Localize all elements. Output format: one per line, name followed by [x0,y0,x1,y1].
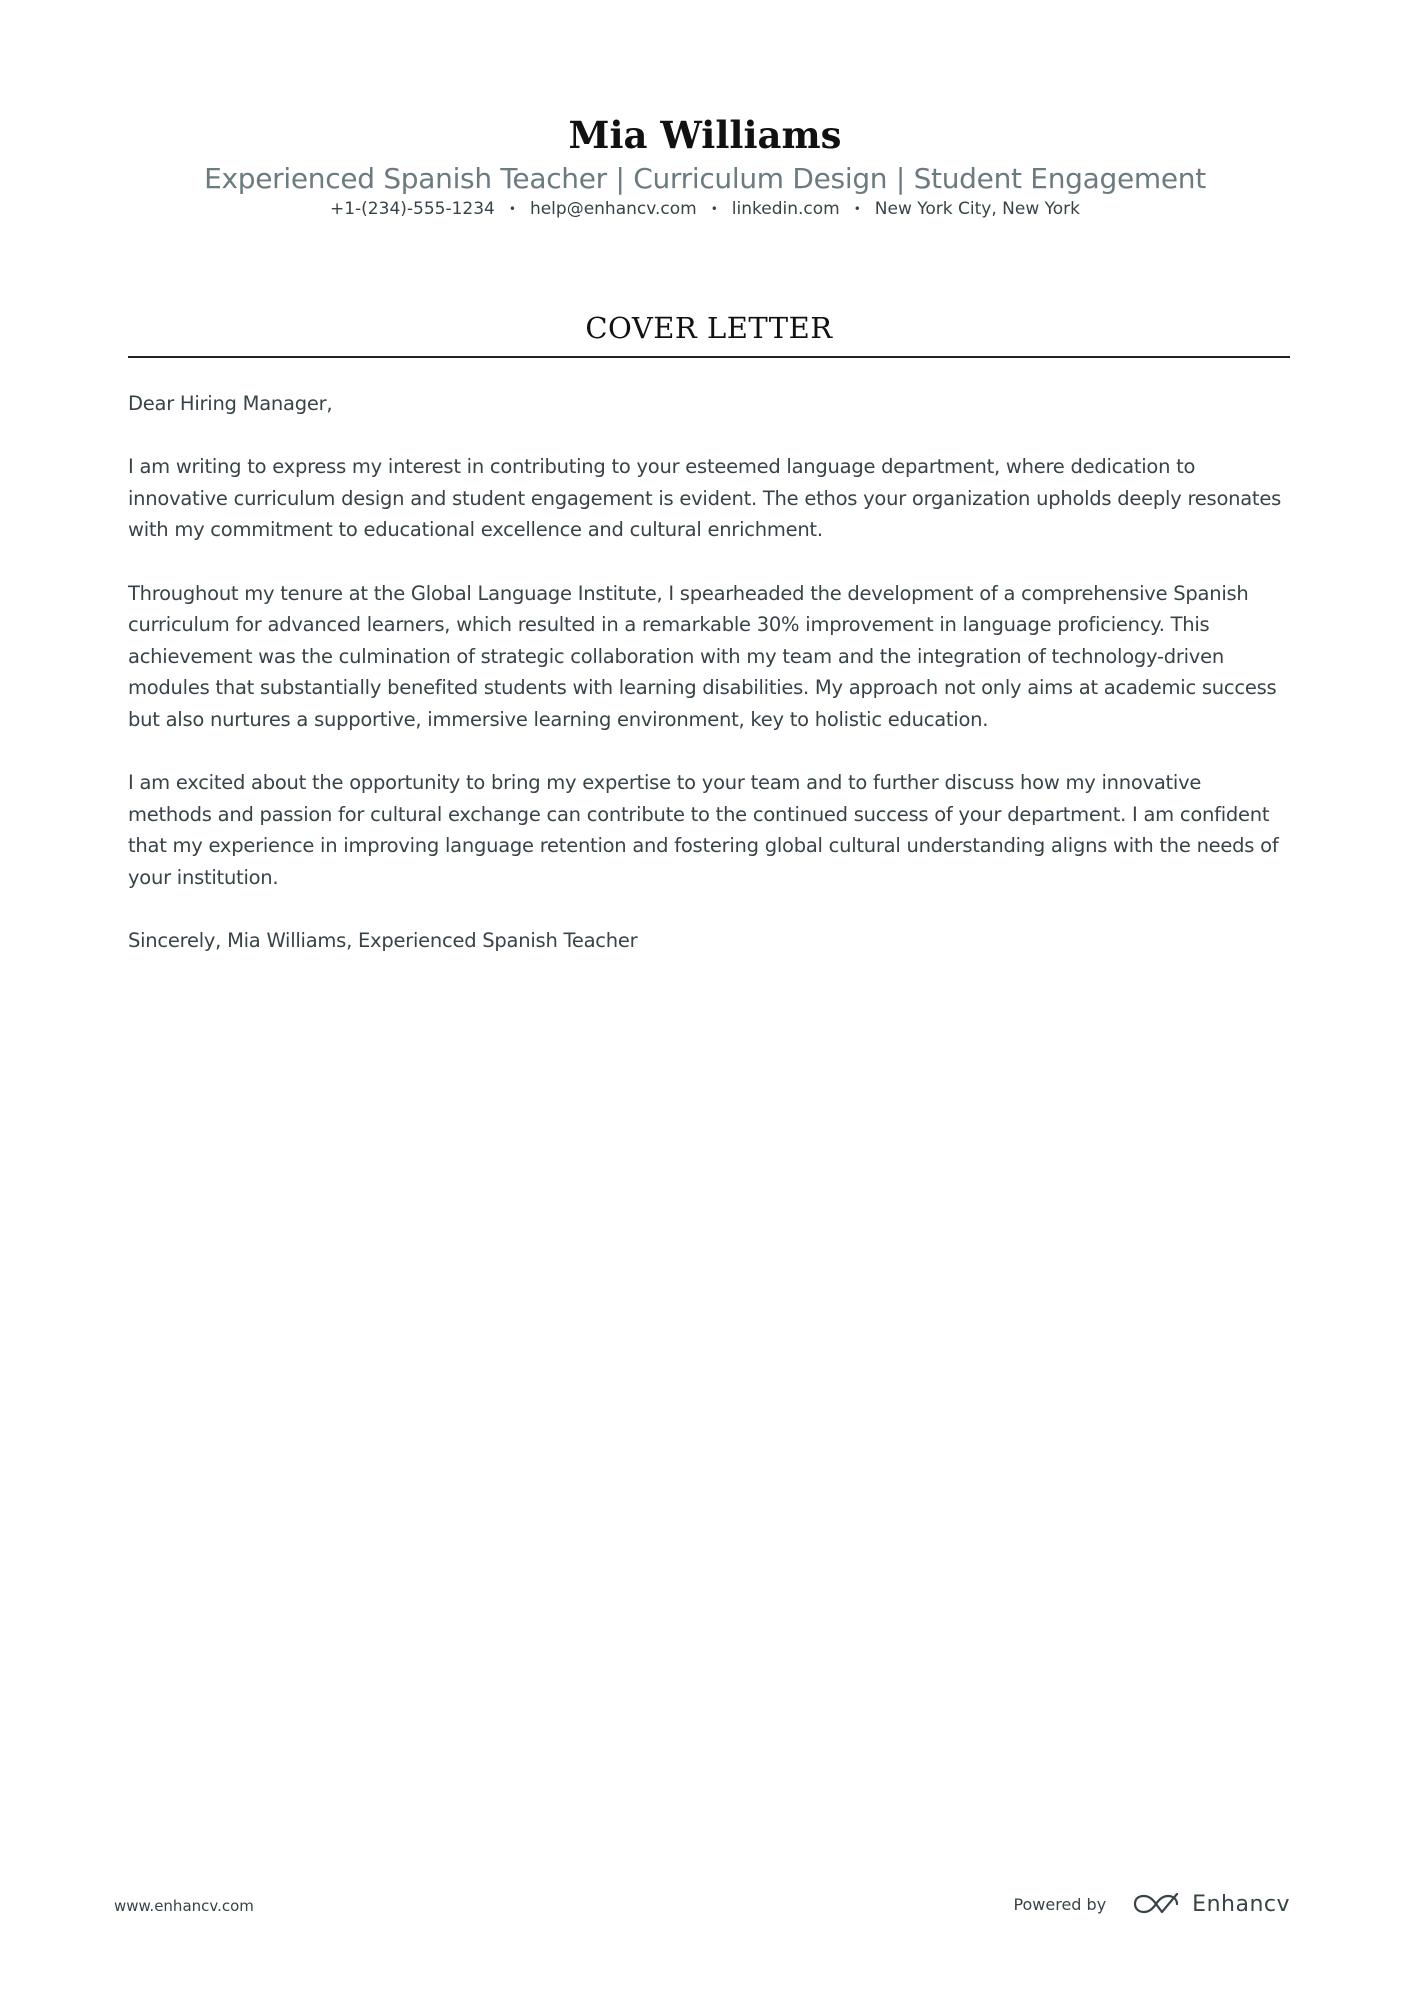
bullet-separator: • [853,202,861,216]
letter-paragraph: I am writing to express my interest in contributing to your esteemed language department, where dedication to innovative curriculum design and student engagement is evident. The ethos your organization upholds deeply resonates with my commitment to educational excellence and cultural enrichment. [128,455,1281,542]
enhancv-logo-icon [1132,1891,1180,1917]
powered-by-label: Powered by [1013,1894,1107,1914]
bullet-separator: • [710,202,718,216]
section-title: COVER LETTER [585,311,833,345]
contact-email: help@enhancv.com [529,199,697,219]
letter-paragraph: Throughout my tenure at the Global Language Institute, I spearheaded the development of a comprehensive Spanish curriculum for advanced learners, which resulted in a remarkable 30% improvement in language proficiency. This achievement was the culmination of strategic collaboration with my team and the integration of technology-driven modules that substantially benefited students with learning disabilities. My approach not only aims at academic success but also nurtures a supportive, immersive learning environment, key to holistic education. [128,581,1277,731]
contact-phone: +1-(234)-555-1234 [329,199,495,219]
enhancv-wordmark: Enhancv [1192,1891,1290,1917]
contact-line [0,198,1410,220]
contact-location: New York City, New York [874,199,1081,219]
contact-linkedin: linkedin.com [731,199,840,219]
letter-salutation: Dear Hiring Manager, [128,392,333,415]
header [0,112,1410,220]
section-divider [128,356,1290,358]
bullet-separator: • [508,202,516,216]
candidate-name: Mia Williams [568,113,842,157]
footer-branding [1013,1884,1290,1924]
candidate-tagline: Experienced Spanish Teacher | Curriculum Design | Student Engagement [204,162,1206,195]
footer-website: www.enhancv.com [114,1897,254,1915]
letter-closing: Sincerely, Mia Williams, Experienced Spanish Teacher [128,929,638,953]
letter-body [128,388,1290,988]
letter-paragraph: I am excited about the opportunity to bring my expertise to your team and to further discuss how my innovative methods and passion for cultural exchange can contribute to the continued success of your department. I am confident that my experience in improving language retention and fostering global cultural understanding aligns with the needs of your institution. [128,771,1279,889]
